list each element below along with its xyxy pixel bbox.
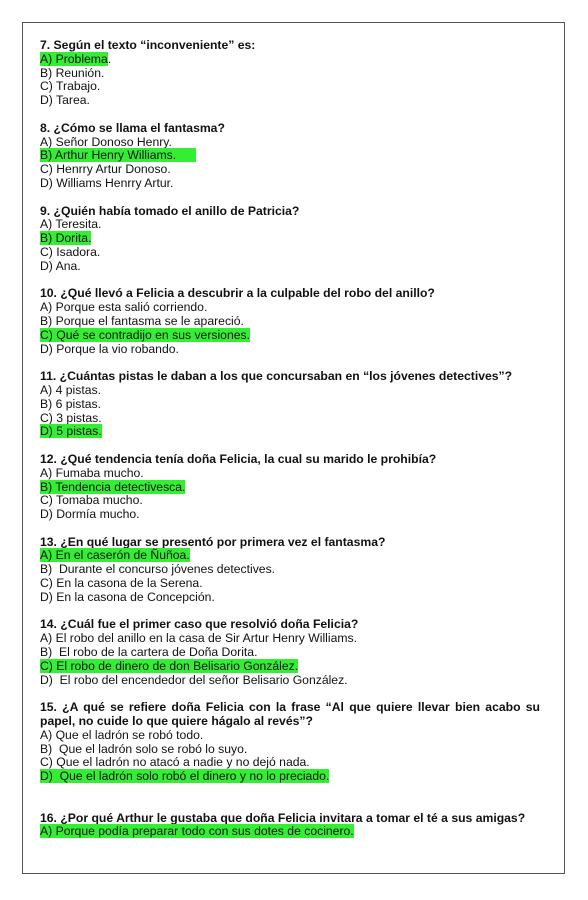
option-a [40,549,540,563]
option-a: A) 4 pistas. [40,382,101,397]
option-a: A) Porque esta salió corriendo. [40,300,208,315]
option-c: C) En la casona de la Serena. [40,576,203,591]
question-title: 11. ¿Cuántas pistas le daban a los que concursaban en “los jóvenes detectives”? [40,369,513,384]
option-b: B) Durante el concurso jóvenes detectives. [40,562,276,577]
quiz-content [40,39,540,853]
option-d: D) Ana. [40,258,81,273]
option-d: D) Williams Henrry Artur. [40,175,174,190]
question-11 [40,370,540,439]
option-d: D) Tarea. [40,93,90,108]
option-c: C) Trabajo. [40,79,101,94]
question-14 [40,618,540,687]
highlighted-answer: D) 5 pistas. [40,424,102,439]
option-suffix: . [107,51,112,66]
option-b: B) Porque el fantasma se le apareció. [40,313,244,328]
question-13 [40,536,540,605]
option-c: C) Isadora. [40,244,101,259]
option-d [40,770,540,784]
option-b [40,149,540,163]
option-a: A) Que el ladrón se robó todo. [40,727,204,742]
question-title: 12. ¿Qué tendencia tenía doña Felicia, la cual su marido le prohibía? [40,451,437,466]
option-d: D) Dormía mucho. [40,507,140,522]
option-b: B) El robo de la cartera de Doña Dorita. [40,645,258,660]
highlighted-answer: B) Tendencia detectivesca. [40,479,186,494]
question-title: 13. ¿En qué lugar se presentó por primera vez el fantasma? [40,534,386,549]
question-title: 10. ¿Qué llevó a Felicia a descubrir a la culpable del robo del anillo? [40,286,435,301]
option-a: A) El robo del anillo en la casa de Sir Artur Henry Williams. [40,631,357,646]
option-d: D) Porque la vio robando. [40,341,179,356]
option-d: D) El robo del encendedor del señor Belisario González. [40,672,348,687]
option-b [40,232,540,246]
question-title: 14. ¿Cuál fue el primer caso que resolvió doña Felicia? [40,617,359,632]
option-c: C) Tomaba mucho. [40,493,143,508]
option-c: C) Que el ladrón no atacó a nadie y no dejó nada. [40,755,310,770]
question-title: 15. ¿A qué se refiere doña Felicia con la frase “Al que quiere llevar bien acabo su papel, no cuide lo que quiere hágalo al revés”? [40,700,540,729]
option-d: D) En la casona de Concepción. [40,589,215,604]
highlighted-answer: A) Porque podía preparar todo con sus dotes de cocinero. [40,824,354,839]
question-9 [40,205,540,274]
question-8 [40,122,540,191]
question-title: 8. ¿Cómo se llama el fantasma? [40,120,225,135]
highlighted-answer: C) Qué se contradijo en sus versiones. [40,327,250,342]
question-title: 7. Según el texto “inconveniente” es: [40,38,256,52]
highlighted-answer: C) El robo de dinero de don Belisario González. [40,658,299,673]
highlighted-answer: B) Dorita. [40,231,92,246]
option-a [40,53,540,67]
question-title: 16. ¿Por qué Arthur le gustaba que doña Felicia invitara a tomar el té a sus amigas? [40,810,526,825]
highlighted-answer: A) Problema [40,51,108,66]
option-b: B) Que el ladrón solo se robó lo suyo. [40,741,248,756]
question-7 [40,39,540,108]
question-title: 9. ¿Quién había tomado el anillo de Patricia? [40,203,300,218]
option-c [40,660,540,674]
option-a: A) Señor Donoso Henry. [40,134,172,149]
option-b: B) 6 pistas. [40,396,101,411]
question-16 [40,812,540,840]
option-a: A) Fumaba mucho. [40,465,144,480]
option-b: B) Reunión. [40,65,105,80]
question-10 [40,287,540,356]
option-d [40,425,540,439]
option-a [40,825,540,839]
question-12 [40,453,540,522]
option-c: C) 3 pistas. [40,410,102,425]
question-15 [40,701,540,784]
option-b [40,481,540,495]
option-c: C) Henrry Artur Donoso. [40,162,171,177]
highlighted-answer: B) Arthur Henry Williams. [40,148,197,163]
option-c [40,329,540,343]
highlighted-answer: A) En el caserón de Ñuñoa. [40,548,190,563]
highlighted-answer: D) Que el ladrón solo robó el dinero y no lo preciado. [40,769,330,784]
option-a: A) Teresita. [40,217,102,232]
